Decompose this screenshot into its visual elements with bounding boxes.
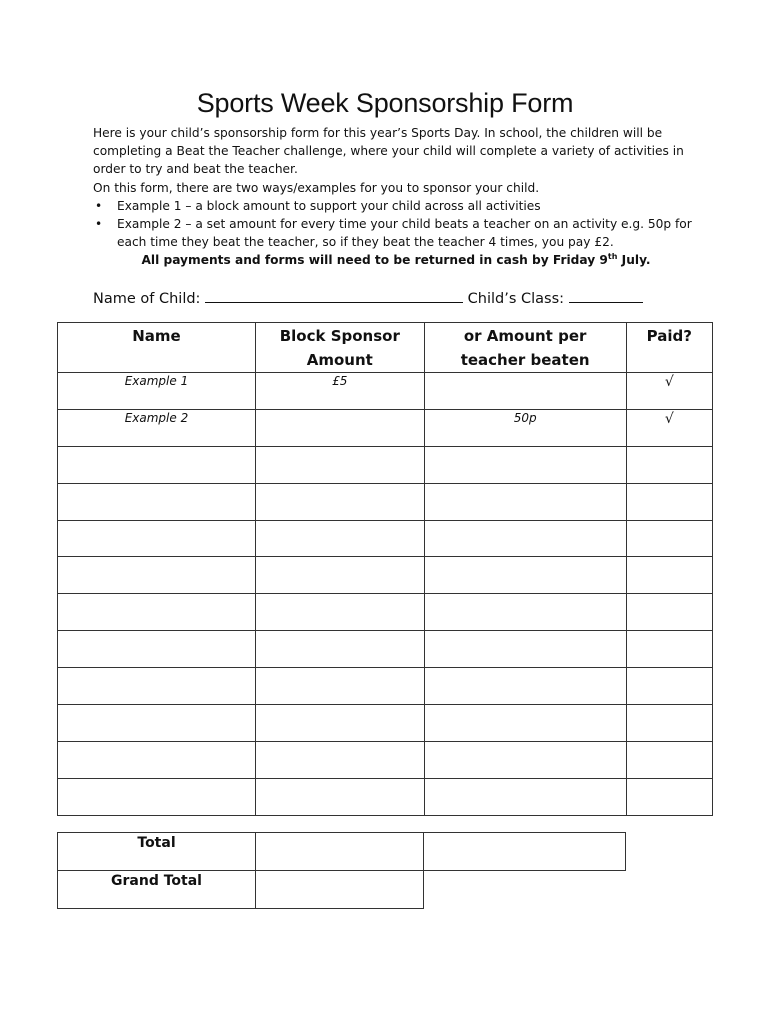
amount-per-teacher-cell[interactable] xyxy=(424,446,626,483)
child-name-field[interactable] xyxy=(205,290,463,303)
sponsorship-table xyxy=(57,322,713,816)
table-row xyxy=(58,483,713,520)
table-row xyxy=(58,778,713,815)
paid-check-icon: √ xyxy=(664,410,674,427)
amount-per-teacher-cell[interactable] xyxy=(424,520,626,557)
name-cell[interactable] xyxy=(58,778,256,815)
block-sponsor-cell[interactable] xyxy=(255,520,424,557)
amount-per-teacher-cell[interactable] xyxy=(424,594,626,631)
table-row xyxy=(58,594,713,631)
amount-per-teacher-cell[interactable] xyxy=(424,483,626,520)
paid-cell[interactable] xyxy=(626,668,712,705)
header-amount-per-teacher xyxy=(424,323,626,373)
name-cell[interactable] xyxy=(58,520,256,557)
block-sponsor-cell[interactable] xyxy=(255,446,424,483)
block-sponsor-cell[interactable] xyxy=(255,557,424,594)
table-row xyxy=(58,741,713,778)
header-name xyxy=(58,323,256,373)
child-class-field[interactable] xyxy=(569,290,643,303)
example-2-text: Example 2 – a set amount for every time your child beats a teacher on an activity e.g. 50p for each time they beat the teacher, so if they beat the teacher 4 times, you pay £2. xyxy=(117,217,692,250)
amount-per-teacher-cell[interactable] xyxy=(424,778,626,815)
amount-per-teacher-cell[interactable] xyxy=(424,557,626,594)
total-row xyxy=(58,833,626,871)
total-per-teacher-cell[interactable] xyxy=(424,833,626,871)
intro-ways: On this form, there are two ways/examples for you to sponsor your child. xyxy=(93,180,540,195)
child-name-label: Name of Child: xyxy=(93,291,201,307)
bullet-icon: • xyxy=(95,217,103,232)
block-sponsor-cell[interactable] xyxy=(255,594,424,631)
table-row xyxy=(58,409,713,446)
header-block-line2: Amount xyxy=(306,351,373,369)
paid-check-icon: √ xyxy=(664,374,674,390)
payment-notice-ordinal: th xyxy=(607,252,618,262)
list-item xyxy=(93,215,693,251)
intro-paragraph: Here is your child’s sponsorship form for this year’s Sports Day. In school, the children will be completing a Beat the Teacher challenge, where your child will complete a variety of activities in order to try and beat the teacher. xyxy=(93,126,684,177)
name-cell[interactable]: Example 1 xyxy=(58,373,256,410)
paid-cell[interactable] xyxy=(626,520,712,557)
paid-cell[interactable] xyxy=(626,631,712,668)
header-per-line2: teacher beaten xyxy=(460,351,590,369)
table-row xyxy=(58,446,713,483)
block-sponsor-cell[interactable]: £5 xyxy=(255,373,424,410)
block-sponsor-cell[interactable] xyxy=(255,668,424,705)
example-1-text: Example 1 – a block amount to support your child across all activities xyxy=(117,198,541,213)
name-cell[interactable] xyxy=(58,631,256,668)
payment-notice-text: All payments and forms will need to be returned in cash by Friday 9 xyxy=(141,253,608,268)
block-sponsor-cell[interactable] xyxy=(255,409,424,446)
name-cell[interactable]: Example 2 xyxy=(58,409,256,446)
amount-per-teacher-cell[interactable] xyxy=(424,631,626,668)
table-row xyxy=(58,705,713,742)
child-class-label: Child’s Class: xyxy=(467,291,565,307)
total-label: Total xyxy=(58,833,256,871)
header-block-line1: Block Sponsor xyxy=(279,327,400,345)
table-row xyxy=(58,631,713,668)
amount-per-teacher-cell[interactable] xyxy=(424,741,626,778)
payment-notice xyxy=(93,251,693,269)
amount-per-teacher-cell[interactable]: 50p xyxy=(424,409,626,446)
table-row xyxy=(58,373,713,410)
list-item xyxy=(93,197,693,215)
table-row xyxy=(58,557,713,594)
name-cell[interactable] xyxy=(58,594,256,631)
header-name-label: Name xyxy=(132,327,181,345)
name-cell[interactable] xyxy=(58,741,256,778)
bullet-icon: • xyxy=(95,198,103,213)
table-row xyxy=(58,668,713,705)
sponsor-rows xyxy=(58,373,713,816)
page-title: Sports Week Sponsorship Form xyxy=(196,88,574,118)
examples-list xyxy=(93,197,693,252)
block-sponsor-cell[interactable] xyxy=(255,483,424,520)
totals-table xyxy=(57,832,626,909)
grand-total-label: Grand Total xyxy=(58,871,256,909)
paid-cell[interactable] xyxy=(626,778,712,815)
paid-cell[interactable] xyxy=(626,741,712,778)
grand-total-spacer xyxy=(424,871,626,909)
paid-cell[interactable] xyxy=(626,557,712,594)
paid-cell[interactable] xyxy=(626,409,712,446)
name-cell[interactable] xyxy=(58,446,256,483)
name-cell[interactable] xyxy=(58,705,256,742)
amount-per-teacher-cell[interactable] xyxy=(424,373,626,410)
header-paid xyxy=(626,323,712,373)
header-block-sponsor xyxy=(255,323,424,373)
intro-text xyxy=(93,124,693,270)
name-cell[interactable] xyxy=(58,668,256,705)
name-cell[interactable] xyxy=(58,557,256,594)
total-block-cell[interactable] xyxy=(256,833,424,871)
header-per-line1: or Amount per xyxy=(463,327,587,345)
paid-cell[interactable] xyxy=(626,446,712,483)
table-row xyxy=(58,520,713,557)
grand-total-row xyxy=(58,871,626,909)
payment-notice-end: July. xyxy=(617,253,651,268)
amount-per-teacher-cell[interactable] xyxy=(424,705,626,742)
paid-cell[interactable] xyxy=(626,373,712,410)
grand-total-cell[interactable] xyxy=(256,871,424,909)
child-details-line xyxy=(93,290,643,307)
block-sponsor-cell[interactable] xyxy=(255,741,424,778)
amount-per-teacher-cell[interactable] xyxy=(424,668,626,705)
paid-cell[interactable] xyxy=(626,483,712,520)
block-sponsor-cell[interactable] xyxy=(255,705,424,742)
block-sponsor-cell[interactable] xyxy=(255,778,424,815)
header-paid-label: Paid? xyxy=(646,327,692,345)
table-header-row xyxy=(58,323,713,373)
paid-cell[interactable] xyxy=(626,594,712,631)
paid-cell[interactable] xyxy=(626,705,712,742)
name-cell[interactable] xyxy=(58,483,256,520)
block-sponsor-cell[interactable] xyxy=(255,631,424,668)
